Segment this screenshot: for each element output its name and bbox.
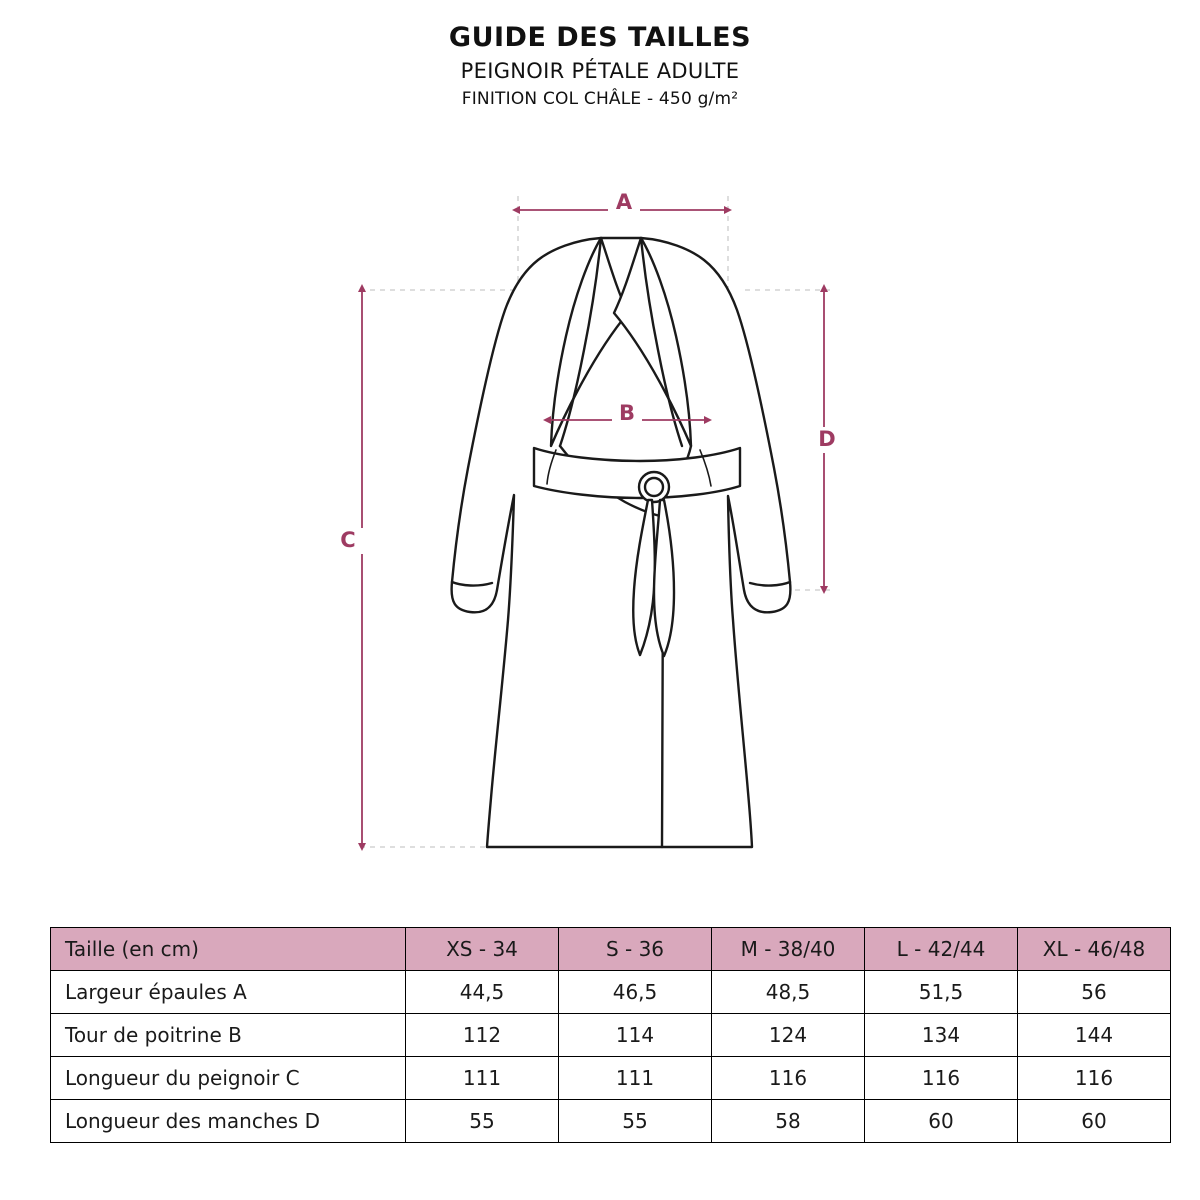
cell-sleeve-l: 60 <box>865 1100 1018 1143</box>
cell-sleeve-xs: 55 <box>406 1100 559 1143</box>
dimension-c <box>334 292 364 845</box>
page-subtitle: PEIGNOIR PÉTALE ADULTE <box>460 59 740 83</box>
column-header-measure: Taille (en cm) <box>51 928 406 971</box>
cell-chest-xl: 144 <box>1018 1014 1171 1057</box>
dimension-d <box>812 292 842 588</box>
table-row <box>51 1014 1171 1057</box>
cell-shoulder-xl: 56 <box>1018 971 1171 1014</box>
dimension-b-label: B <box>618 401 636 425</box>
table-row <box>51 1100 1171 1143</box>
dimension-a <box>520 190 726 216</box>
column-header-xl: XL - 46/48 <box>1018 928 1171 971</box>
cell-shoulder-xs: 44,5 <box>406 971 559 1014</box>
cell-chest-l: 134 <box>865 1014 1018 1057</box>
cell-length-s: 111 <box>559 1057 712 1100</box>
cell-sleeve-xl: 60 <box>1018 1100 1171 1143</box>
size-table-container <box>50 927 1150 1143</box>
cell-chest-xs: 112 <box>406 1014 559 1057</box>
column-header-xs: XS - 34 <box>406 928 559 971</box>
page-title: GUIDE DES TAILLES <box>448 22 752 53</box>
row-label-sleeve-length: Longueur des manches D <box>51 1100 406 1143</box>
column-header-s: S - 36 <box>559 928 712 971</box>
cell-chest-s: 114 <box>559 1014 712 1057</box>
table-row <box>51 1057 1171 1100</box>
cell-sleeve-s: 55 <box>559 1100 712 1143</box>
cell-shoulder-l: 51,5 <box>865 971 1018 1014</box>
row-label-chest: Tour de poitrine B <box>51 1014 406 1057</box>
table-row <box>51 971 1171 1014</box>
column-header-l: L - 42/44 <box>865 928 1018 971</box>
size-table-body <box>51 971 1171 1143</box>
cell-length-l: 116 <box>865 1057 1018 1100</box>
page-header <box>0 22 1200 109</box>
garment-diagram-svg <box>0 150 1200 920</box>
column-header-m: M - 38/40 <box>712 928 865 971</box>
cell-sleeve-m: 58 <box>712 1100 865 1143</box>
cell-chest-m: 124 <box>712 1014 865 1057</box>
cell-length-m: 116 <box>712 1057 865 1100</box>
dimension-c-label: C <box>340 528 356 552</box>
cell-shoulder-s: 46,5 <box>559 971 712 1014</box>
garment-diagram <box>0 150 1200 920</box>
table-header-row <box>51 928 1171 971</box>
dimension-a-label: A <box>615 190 633 214</box>
dimension-d-label: D <box>818 427 836 451</box>
page-subtitle-secondary: FINITION COL CHÂLE - 450 g/m² <box>461 89 739 109</box>
size-table-head <box>51 928 1171 971</box>
cell-shoulder-m: 48,5 <box>712 971 865 1014</box>
row-label-shoulder-width: Largeur épaules A <box>51 971 406 1014</box>
row-label-robe-length: Longueur du peignoir C <box>51 1057 406 1100</box>
cell-length-xs: 111 <box>406 1057 559 1100</box>
robe-illustration <box>452 238 791 847</box>
cell-length-xl: 116 <box>1018 1057 1171 1100</box>
size-table <box>50 927 1171 1143</box>
